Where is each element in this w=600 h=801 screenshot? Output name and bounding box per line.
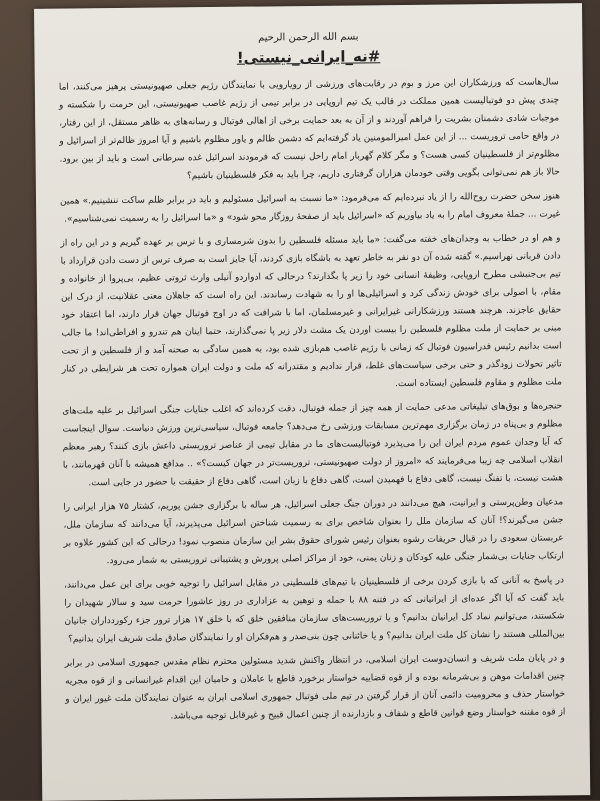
paragraph-5: مدعیان وطن‌پرستی و ایرانیت، هیچ می‌دانند در دوران جنگ جعلی اسرائیل، هر ساله با برگزاری جشن پوریم، کشتار ۷۵ هزار ایرانی را جشن می‌گیرند؟! آنان که سازمان ملل را بعنوان شاخص برای به رسمیت شناختن اسرائیل می‌پذیرند، آیا می‌دانند که سازمان ملل، عربستان سعودی را در قبال حریفات رشوه بعنوان رئیس شورای حقوق بشر این سازمان منصوب نمود! درحالی که این کشور علاوه بر ارتکاب جنایات بی‌شمار جنگی علیه کودکان و زنان یمنی، خود از مراکز اصلی پرورش و پشتیبانی تروریستی به شمار می‌رود. <box>63 497 564 567</box>
printed-letter <box>34 3 590 801</box>
paragraph-1: سال‌هاست که ورزشکاران این مرز و بوم در رقابت‌های ورزشی از رویارویی با نمایندگان رژیم جعلی صهیونیستی پرهیز می‌کنند، اما چندی پیش دو فوتبالیست همین مملکت در قالب یک تیم اروپایی در برابر تیمی از رژیم غاصب صهیونیستی، این حرمت را شکسته و موجبات شادی دشمنان بشریت را فراهم آوردند و از آن به بعد حمایت برخی از اهالی فوتبال و رسانه‌های به ظاهر مستقل، از این رفتار، در واقع حامی تروریست ... از این عمل امیرالمومنین یاد گرفته‌ایم که دشمن ظالم و یاور مظلوم باشیم و آیا امروز ظالم‌تر از اسرائیل و مظلوم‌تر از فلسطینیان کسی هست؟ و مگر کلام گهربار امام راحل نیست که فرمودند اسرائیل غده سرطانی است و باید از بین برود. حالا باز هم نمی‌توانی بگویی وقتی خودمان هزاران گرفتاری داریم، چرا باید به فکر فلسطینیان باشیم؟ <box>58 77 560 182</box>
closing-paragraph: و در پایان ملت شریف و انسان‌دوست ایران اسلامی، در انتظار واکنش شدید مسئولین محترم نظام مقدس جمهوری اسلامی در برابر چنین اقدامات موهن و بی‌شرمانه بوده و از قوه قضاییه خواستار برخورد قاطع با عاملان و حامیان این اقدام غیرانسانی و از قوه مجریه خواستار حذف و محرومیت دائمی آنان از قرار گرفتن در تیم ملی فوتبال جمهوری اسلامی ایران به عنوان نمایندگان ملت غیور ایران و از قوه مقننه خواستار وضع قوانین قاطع و شفاف و بازدارنده از چنین اعمال قبیح و غیرقابل توجیه می‌باشد. <box>64 653 566 722</box>
paragraph-6: در پاسخ به آنانی که با بازی کردن برخی از فلسطینیان با تیم‌های فلسطینی در مقابل اسرائیل را توجیه خوبی برای این عمل می‌دانند، باید گفت که آیا اگر عده‌ای از ایرانیانی که در فتنه ۸۸ با حمله و توهین به عزاداری در روز عاشورا حرمت سید و سالار شهیدان را شکستند، می‌توانیم نماد کل ایرانیان بدانیم؟ و یا تروریست‌های سازمان منافقین خلق که با خلق ۱۷ هزار ترور جزء رکوردداران جانیان بین‌المللی هستند را نشان کل ملت ایران بدانیم؟ و یا خائنانی چون بنی‌صدر و هم‌فکران او را نمایندگان صادق ملت شریف ایران بدانیم؟ <box>64 575 565 645</box>
paragraph-2: هنوز سخن حضرت روح‌الله را از یاد نبرده‌ایم که می‌فرمود: «ما نسبت به اسرائیل مسئولیم و باید در برابر ظلم ساکت ننشینیم.» همین غیرت ... جملهٔ معروف امام را به یاد بیاوریم که «اسرائیل باید از صفحهٔ روزگار محو شود» و «ما اسرائیل را به رسمیت نمی‌شناسیم». <box>59 191 561 225</box>
letter-headline: #نه_ایرانی_نیستی! <box>236 47 381 67</box>
paragraph-4: حنجره‌ها و بوق‌های تبلیغاتی مدعی حمایت از همه چیز از جمله فوتبال، دقت کرده‌اند که اغلب جنایات جنگی اسرائیل بر علیه ملت‌های مظلوم و بی‌پناه در زمان برگزاری مهم‌ترین مسابقات ورزشی رخ می‌دهد؟ جامعه فوتبال، سیاسی‌ترین ورزش دنیاست. سوال اینجاست که آیا وجدان عموم مردم ایران این را می‌پذیرد فوتبالیست‌های ما در مقابل تیمی از عناصر تروریستی داعش بازی کنند؟ رهبر معظم انقلاب اسلامی چه زیبا می‌فرمایند که «امروز از دولت صهیونیستی، تروریست‌تر در جهان کیست؟» .. مدافع همیشه با آنان قهرمانند، با هشت نیست، با تفنگ نیست، گاهی دفاع با فهمیدن است، گاهی دفاع با زبان است، گاهی دفاع از حقیقت با حضور در جایی است. <box>62 401 564 489</box>
basmala-line: بسم الله الرحمن الرحیم <box>258 31 359 44</box>
paragraph-3: و هم او در خطاب به وجدان‌های خفته می‌گفت: «ما باید مسئله فلسطین را بدون شرمساری و با ترس بر عهده گیریم و در این راه از دادن قربانی نهراسیم.» گفته شده آن دو نفر به خاطر تعهد به باشگاه بازی کردند، آیا جایز است به صرف ترس از دست دادن قرارداد با تیم بی‌جنبشی مطرح اروپایی، وظیفهٔ انسانی خود را زیر پا بگذارند؟ درحالی که ادواردو آنیلی وارث ثروتی عظیم، بی‌پروا از خانواده و مقام، با اصولی برای خودش زندگی کرد و اسرائیلی‌ها او را به شهادت رساندند. این راه است که جاهلان معنی عقلانیت، از درک این حقایق عاجزند. هرچند هستند ورزشکارانی غیرایرانی و غیرمسلمان، اما با شرافت که در اوج فوتبال جهان قرار دارند، اما اعتقاد خود مبنی بر حمایت از ملت مظلوم فلسطین را بیست اوردن یک مشت دلار زیر پا نمی‌گذارند، حتما اینان هم تندرو و افراطی‌اند! ما جالب است بدانیم رئیس فدراسیون فوتبال که زمانی با رژیم غاصب هم‌بازی شده بود، به همین سادگی به صحنه آمد و از فلسطین و از تحت تاثیر تحولات زودگذر و حتی برخی سیاست‌های غلط، قرار ندادیم و مقتدرانه که ملت و دولت ایران همواره تحت هر شرایطی در کنار ملت مظلوم و مقاوم فلسطین ایستاده است. <box>60 233 563 390</box>
